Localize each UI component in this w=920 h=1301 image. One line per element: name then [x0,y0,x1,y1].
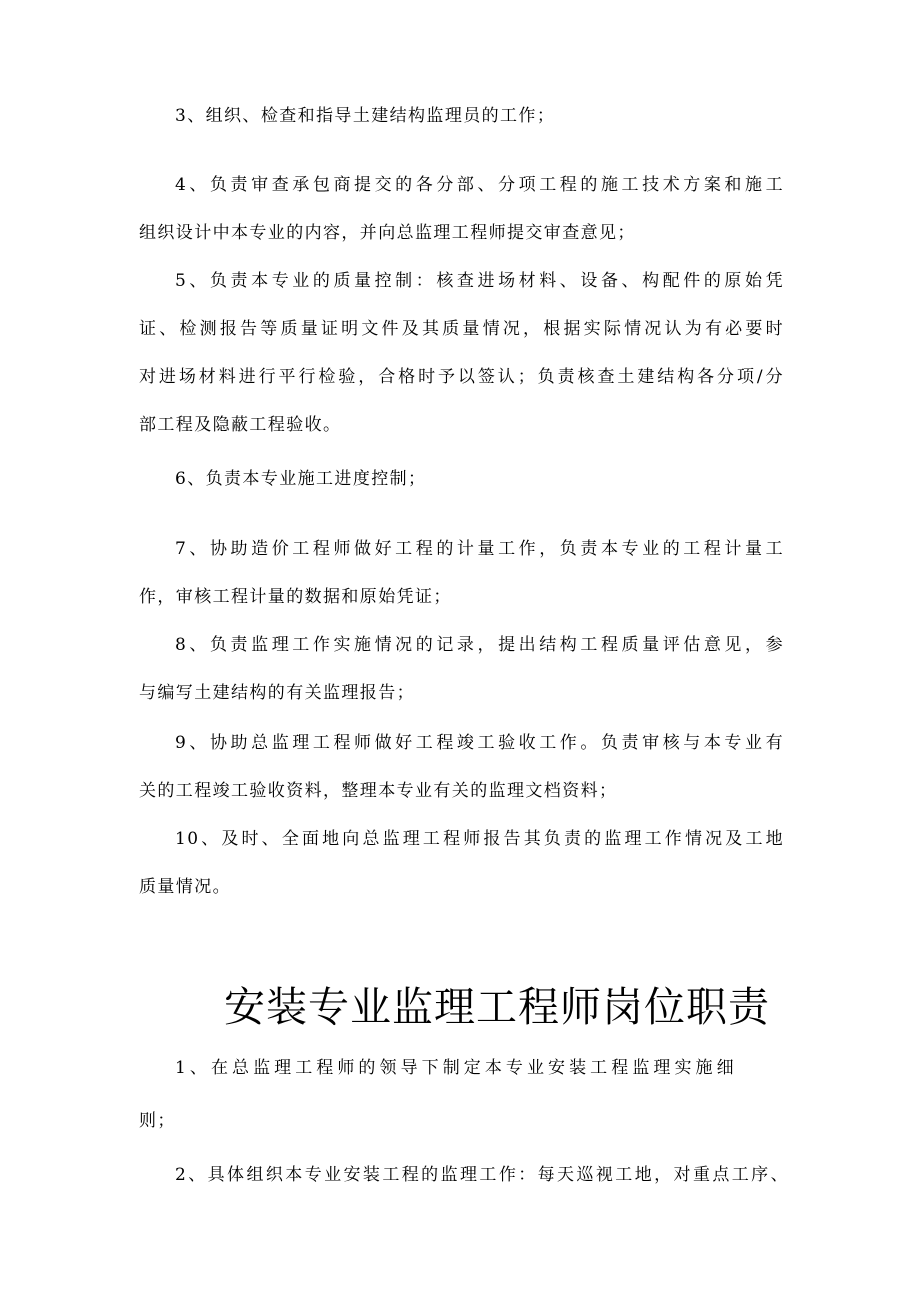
item-line: 组织设计中本专业的内容，并向总监理工程师提交审查意见； [139,223,636,243]
item-line: 3、组织、检查和指导土建结构监理员的工作； [175,106,556,126]
item-line: 质量情况。 [139,877,231,897]
item-line: 作，审核工程计量的数据和原始凭证； [139,587,452,607]
item-line: 7、协助造价工程师做好工程的计量工作，负责本专业的工程计量工 [175,539,784,559]
section-title: 安装专业监理工程师岗位职责 [224,983,770,1031]
item-line: 8、负责监理工作实施情况的记录，提出结构工程质量评估意见，参 [175,635,784,655]
item-line: 与编写土建结构的有关监理报告； [139,683,415,703]
item-line: 10、及时、全面地向总监理工程师报告其负责的监理工作情况及工地 [175,829,784,849]
item-line: 4、负责审查承包商提交的各分部、分项工程的施工技术方案和施工 [175,175,784,195]
item-line: 2、具体组织本专业安装工程的监理工作：每天巡视工地，对重点工序、 [175,1165,789,1185]
item-line: 则； [139,1111,176,1131]
item-line: 9、协助总监理工程师做好工程竣工验收工作。负责审核与本专业有 [175,733,784,753]
item-line: 对进场材料进行平行检验，合格时予以签认；负责核查土建结构各分项/分 [139,367,784,387]
item-line: 6、负责本专业施工进度控制； [175,469,427,489]
item-line: 关的工程竣工验收资料，整理本专业有关的监理文档资料； [139,781,618,801]
item-line: 部工程及隐蔽工程验收。 [139,415,342,435]
item-line: 证、检测报告等质量证明文件及其质量情况，根据实际情况认为有必要时 [139,319,784,339]
item-line: 1、在总监理工程师的领导下制定本专业安装工程监理实施细 [175,1058,735,1078]
item-line: 5、负责本专业的质量控制：核查进场材料、设备、构配件的原始凭 [175,271,784,291]
